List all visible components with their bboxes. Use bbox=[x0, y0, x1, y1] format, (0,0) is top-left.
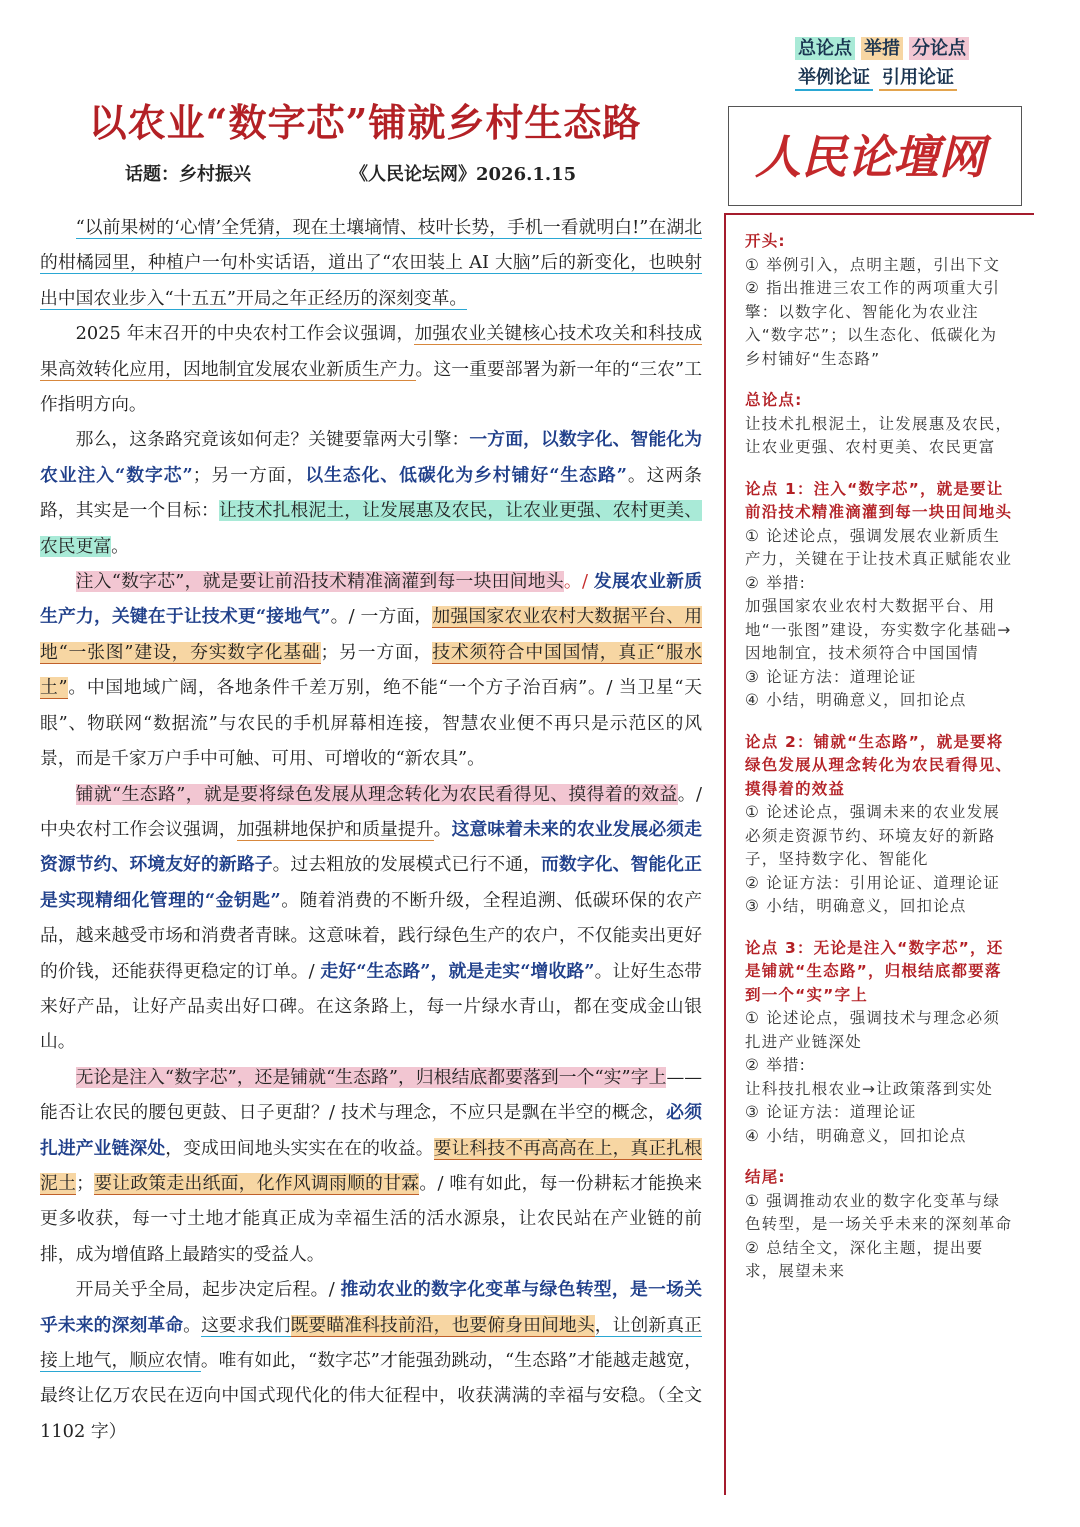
p7-underline-f: ，让创新真正接上地气，顺应农情 bbox=[40, 1314, 702, 1371]
p6-text-b: ——能否让农民的腰包更鼓、日子更甜？/ 技术与理念，不应只是飘在半空的概念， bbox=[40, 1066, 702, 1124]
p5-quote: 加强耕地保护和质量提升 bbox=[236, 818, 434, 840]
note-item: ① 举例引入，点明主题，引出下文 bbox=[745, 255, 1001, 274]
note-heading-point-3: 论点 3：无论是注入“数字芯”，还是铺就“生态路”，归根结底都要落到一个“实”字上 bbox=[745, 938, 1004, 1004]
p6-subpoint: 无论是注入“数字芯”，还是铺就“生态路”，归根结底都要落到一个“实”字上 bbox=[75, 1066, 667, 1088]
p5-text-d: 。 bbox=[433, 818, 452, 840]
note-heading-thesis: 总论点: bbox=[745, 391, 803, 409]
p5-bold-i: 走好“生态路”，就是走实“增收路” bbox=[320, 960, 595, 982]
paragraph-6 bbox=[40, 1060, 702, 1272]
note-item: ② 总结全文，深化主题，提出要求，展望未来 bbox=[745, 1238, 984, 1280]
logo-text: 人民论壇网 bbox=[755, 130, 985, 184]
topic-label: 话题：乡村振兴 bbox=[125, 164, 251, 185]
p5-bold-g: 而数字化、智能化正是实现精细化管理的“金钥匙” bbox=[40, 854, 702, 911]
p7-bold: 推动农业的数字化变革与绿色转型，是一场关乎未来的深刻革命 bbox=[40, 1279, 702, 1336]
note-heading-ending: 结尾: bbox=[745, 1168, 786, 1186]
side-panel-left-border bbox=[724, 213, 726, 1495]
p2-text-a: 2025 年末召开的中央农村工作会议强调， bbox=[75, 323, 415, 345]
note-item: ④ 小结，明确意义，回扣论点 bbox=[745, 691, 967, 709]
note-item: 加强国家农业农村大数据平台、用地“一张图”建设，夯实数字化基础→因地制宜，技术须符合中国国情 bbox=[745, 597, 1012, 662]
note-item: 让技术扎根泥土，让发展惠及农民，让农业更强、农村更美、农民更富 bbox=[745, 414, 1013, 456]
p3-text-c: ；另一方面， bbox=[192, 464, 306, 486]
side-notes bbox=[745, 230, 1013, 1284]
p5-text-j: 。让好生态带来好产品，让好产品卖出好口碑。在这条路上，每一片绿水青山，都在变成金山银山。 bbox=[40, 960, 702, 1053]
legend-measure: 举措 bbox=[861, 37, 903, 60]
note-item: ③ 小结，明确意义，回扣论点 bbox=[745, 897, 967, 915]
p3-text-a: 那么，这条路究竟该如何走？关键要靠两大引擎： bbox=[75, 429, 470, 451]
p5-text-b: 。/ 中央农村工作会议强调， bbox=[40, 783, 702, 840]
note-item: ③ 论证方法：道理论证 bbox=[745, 667, 917, 686]
note-item: 让科技扎根农业→让政策落到实处 bbox=[745, 1079, 993, 1098]
note-item: ① 论述论点，强调发展农业新质生产力，关键在于让技术真正赋能农业 bbox=[745, 526, 1013, 568]
note-item: ① 论述论点，强调未来的农业发展必须走资源节约、环境友好的新路子，坚持数字化、智能化 bbox=[745, 803, 1001, 868]
p2-text-c: 。这一重要部署为新一年的“三农”工作指明方向。 bbox=[40, 358, 702, 416]
p4-text-f: ；另一方面， bbox=[320, 641, 433, 663]
legend-example: 举例论证 bbox=[795, 66, 873, 91]
note-heading-opening: 开头: bbox=[745, 232, 786, 250]
p6-bold: 必须扎进产业链深处 bbox=[40, 1102, 702, 1159]
note-item: ② 举措: bbox=[745, 573, 807, 592]
p7-text-c: 。 bbox=[183, 1314, 202, 1336]
note-item: ④ 小结，明确意义，回扣论点 bbox=[745, 1126, 967, 1145]
p4-text-h: 。中国地域广阔，各地条件千差万别，绝不能“一个方子治百病”。/ 当卫星“天眼”、物联网“数据流”与农民的手机屏幕相连接，智慧农业便不再只是示范区的风景，而是千家万户手中可触、可用、可增收的“新农具”。 bbox=[40, 677, 702, 770]
legend-quote: 引用论证 bbox=[879, 66, 957, 91]
p4-bold: 发展农业新质生产力，关键在于让技术更“接地气” bbox=[40, 571, 702, 628]
p4-slash: 。/ bbox=[563, 571, 594, 593]
paragraph-3 bbox=[40, 422, 702, 564]
paragraph-7 bbox=[40, 1272, 702, 1449]
note-heading-point-1: 论点 1：注入“数字芯”，就是要让前沿技术精准滴灌到每一块田间地头 bbox=[745, 479, 1013, 521]
note-item: ② 举措: bbox=[745, 1056, 807, 1074]
p7-text-g: 。唯有如此，“数字芯”才能强劲跳动，“生态路”才能越走越宽，最终让亿万农民在迈向中国式现代化的伟大征程中，收获满满的幸福与安稳。（全文 1102 字） bbox=[40, 1350, 702, 1442]
p5-text-h: 。随着消费的不断升级，全程追溯、低碳环保的农产品，越来越受市场和消费者青睐。这意味着，践行绿色生产的农户，不仅能卖出更好的价钱，还能获得更稳定的订单。/ bbox=[40, 889, 702, 982]
legend bbox=[795, 34, 1015, 92]
p6-text-d: ，变成田间地头实实在在的收益。 bbox=[165, 1137, 434, 1159]
p4-measure-1: 加强国家农业农村大数据平台、用地“一张图”建设，夯实数字化基础 bbox=[40, 606, 702, 663]
legend-total: 总论点 bbox=[795, 37, 855, 60]
paragraph-5 bbox=[40, 777, 702, 1060]
p3-bold-b: 一方面，以数字化、智能化为农业注入“数字芯” bbox=[40, 429, 702, 486]
note-item: ③ 论证方法：道理论证 bbox=[745, 1103, 917, 1121]
p6-text-f: ； bbox=[76, 1172, 94, 1194]
p5-subpoint: 铺就“生态路”，就是要将绿色发展从理念转化为农民看得见、摸得着的效益 bbox=[75, 783, 678, 805]
source-label: 《人民论坛网》2026.1.15 bbox=[350, 164, 577, 185]
paragraph-4 bbox=[40, 564, 702, 776]
p1-text: “以前果树的‘心情’全凭猜，现在土壤墒情、枝叶长势，手机一看就明白!”在湖北的柑橘园里，种植户一句朴实话语，道出了“农田装上 AI 大脑”后的新变化，也映射出中国农业步入“十五五”开局之年正经历的深刻变革。 bbox=[40, 217, 702, 309]
note-item: ② 指出推进三农工作的两项重大引擎：以数字化、智能化为农业注入“数字芯”；以生态化、低碳化为乡村铺好“生态路” bbox=[745, 279, 1001, 368]
p7-measure: 既要瞄准科技前沿，也要俯身田间地头 bbox=[290, 1314, 595, 1336]
p3-thesis: 让技术扎根泥土，让发展惠及农民，让农业更强、农村更美、农民更富 bbox=[40, 500, 702, 557]
p3-text-e: 。这两条路，其实是一个目标： bbox=[40, 464, 702, 522]
side-panel-top-border bbox=[724, 213, 1034, 215]
p2-quote: 加强农业关键核心技术攻关和科技成果高效转化应用，因地制宜发展农业新质生产力 bbox=[40, 323, 702, 380]
p4-subpoint: 注入“数字芯”，就是要让前沿技术精准滴灌到每一块田间地头 bbox=[75, 571, 564, 593]
page-title: 以农业“数字芯”铺就乡村生态路 bbox=[88, 100, 642, 145]
note-item: ① 强调推动农业的数字化变革与绿色转型，是一场关乎未来的深刻革命 bbox=[745, 1191, 1013, 1233]
note-heading-point-2: 论点 2：铺就“生态路”，就是要将绿色发展从理念转化为农民看得见、摸得着的效益 bbox=[745, 732, 1013, 798]
p3-text-g: 。 bbox=[111, 535, 129, 557]
p4-measure-2: 技术须符合中国国情，真正“服水土” bbox=[40, 641, 702, 699]
p6-measure-2: 要让政策走出纸面，化作风调雨顺的甘霖 bbox=[93, 1172, 420, 1194]
p5-bold-e: 这意味着未来的农业发展必须走资源节约、环境友好的新路子 bbox=[40, 818, 702, 876]
paragraph-1 bbox=[40, 210, 702, 316]
p4-text-d: 。/ 一方面， bbox=[330, 606, 433, 628]
article-body bbox=[40, 210, 702, 1449]
logo-image bbox=[729, 107, 1021, 205]
p6-text-h: 。/ 唯有如此，每一份耕耘才能换来更多收获，每一寸土地才能真正成为幸福生活的活水源泉，让农民站在产业链的前排，成为增值路上最踏实的受益人。 bbox=[40, 1172, 702, 1265]
legend-sub: 分论点 bbox=[909, 37, 969, 60]
note-item: ② 论证方法：引用论证、道理论证 bbox=[745, 873, 1001, 892]
p3-bold-d: 以生态化、低碳化为乡村铺好“生态路” bbox=[305, 464, 627, 486]
p5-text-f: 。过去粗放的发展模式已行不通， bbox=[272, 854, 542, 876]
note-item: ① 论述论点，强调技术与理念必须扎进产业链深处 bbox=[745, 1009, 1001, 1051]
logo bbox=[728, 106, 1022, 206]
p7-underline-d: 这要求我们 bbox=[201, 1314, 291, 1336]
paragraph-2 bbox=[40, 316, 702, 422]
p6-measure-1: 要让科技不再高高在上，真正扎根泥土 bbox=[40, 1137, 702, 1194]
p7-text-a: 开局关乎全局，起步决定后程。/ bbox=[75, 1279, 341, 1301]
